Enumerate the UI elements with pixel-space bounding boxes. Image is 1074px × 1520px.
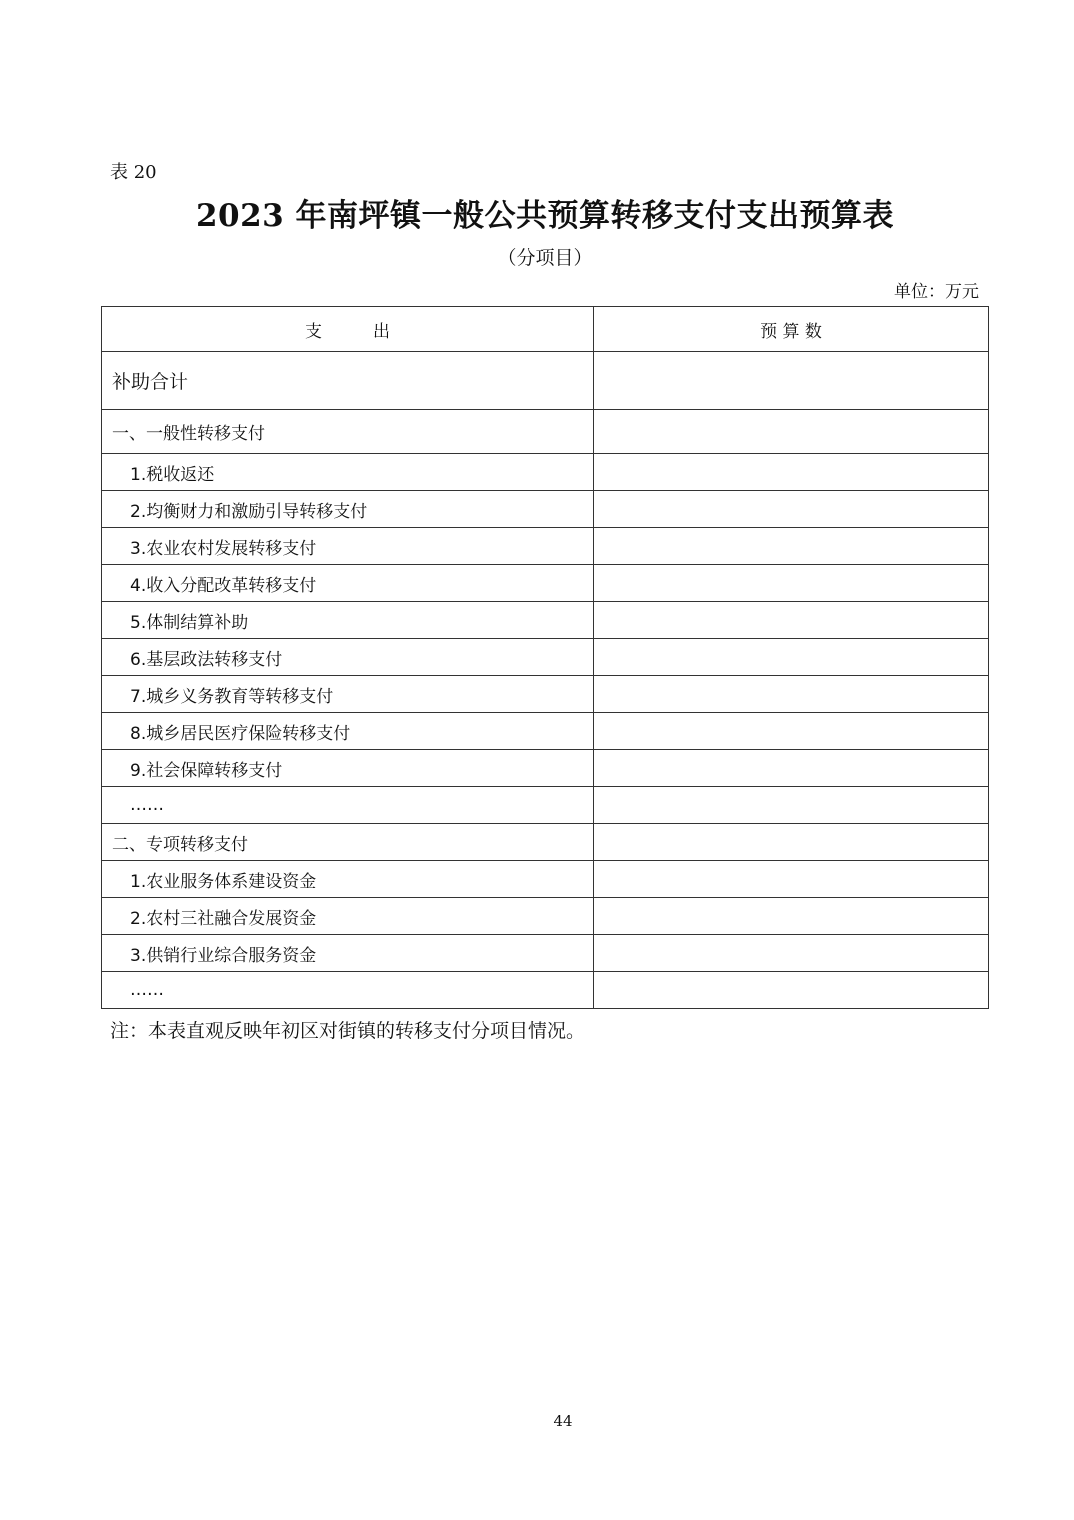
row-label: …… [102,787,594,824]
unit-label: 单位：万元 [894,282,979,302]
page-subtitle: （分项目） [497,247,593,269]
row-label: 1.农业服务体系建设资金 [102,861,594,898]
row-value [594,528,989,565]
row-value [594,861,989,898]
page-number: 44 [553,1412,573,1430]
row-value [594,750,989,787]
row-label: 6.基层政法转移支付 [102,639,594,676]
table-row [102,898,989,935]
table-row [102,972,989,1009]
row-label: 3.供销行业综合服务资金 [102,935,594,972]
row-value [594,454,989,491]
footnote: 注：本表直观反映年初区对街镇的转移支付分项目情况。 [110,1020,586,1042]
table-row [102,861,989,898]
page-title: 2023 年南坪镇一般公共预算转移支付支出预算表 [195,198,895,234]
table-header-row [102,307,989,352]
row-label: 8.城乡居民医疗保险转移支付 [102,713,594,750]
row-value [594,935,989,972]
table-row [102,713,989,750]
table-row [102,750,989,787]
total-value [594,352,989,410]
row-label: 一、一般性转移支付 [102,410,594,454]
row-value [594,602,989,639]
table-row [102,935,989,972]
row-value [594,639,989,676]
row-value [594,787,989,824]
row-label: 3.农业农村发展转移支付 [102,528,594,565]
table-row [102,787,989,824]
row-value [594,713,989,750]
table-row [102,565,989,602]
table-row [102,676,989,713]
header-budget-amount: 预 算 数 [594,307,989,352]
total-label: 补助合计 [102,352,594,410]
table-row [102,639,989,676]
row-label: 5.体制结算补助 [102,602,594,639]
table-row [102,528,989,565]
row-label: 1.税收返还 [102,454,594,491]
row-value [594,676,989,713]
table-row [102,491,989,528]
row-value [594,491,989,528]
row-value [594,410,989,454]
row-label: 4.收入分配改革转移支付 [102,565,594,602]
row-label: 9.社会保障转移支付 [102,750,594,787]
row-value [594,824,989,861]
row-label: 2.均衡财力和激励引导转移支付 [102,491,594,528]
table-row [102,602,989,639]
table-row [102,410,989,454]
table-row [102,824,989,861]
row-label: …… [102,972,594,1009]
row-label: 2.农村三社融合发展资金 [102,898,594,935]
total-row [102,352,989,410]
table-row [102,454,989,491]
row-value [594,898,989,935]
table-number-label: 表 20 [110,162,157,183]
row-label: 7.城乡义务教育等转移支付 [102,676,594,713]
header-expenditure: 支 出 [102,307,594,352]
row-label: 二、专项转移支付 [102,824,594,861]
budget-table [101,306,989,1009]
row-value [594,972,989,1009]
row-value [594,565,989,602]
